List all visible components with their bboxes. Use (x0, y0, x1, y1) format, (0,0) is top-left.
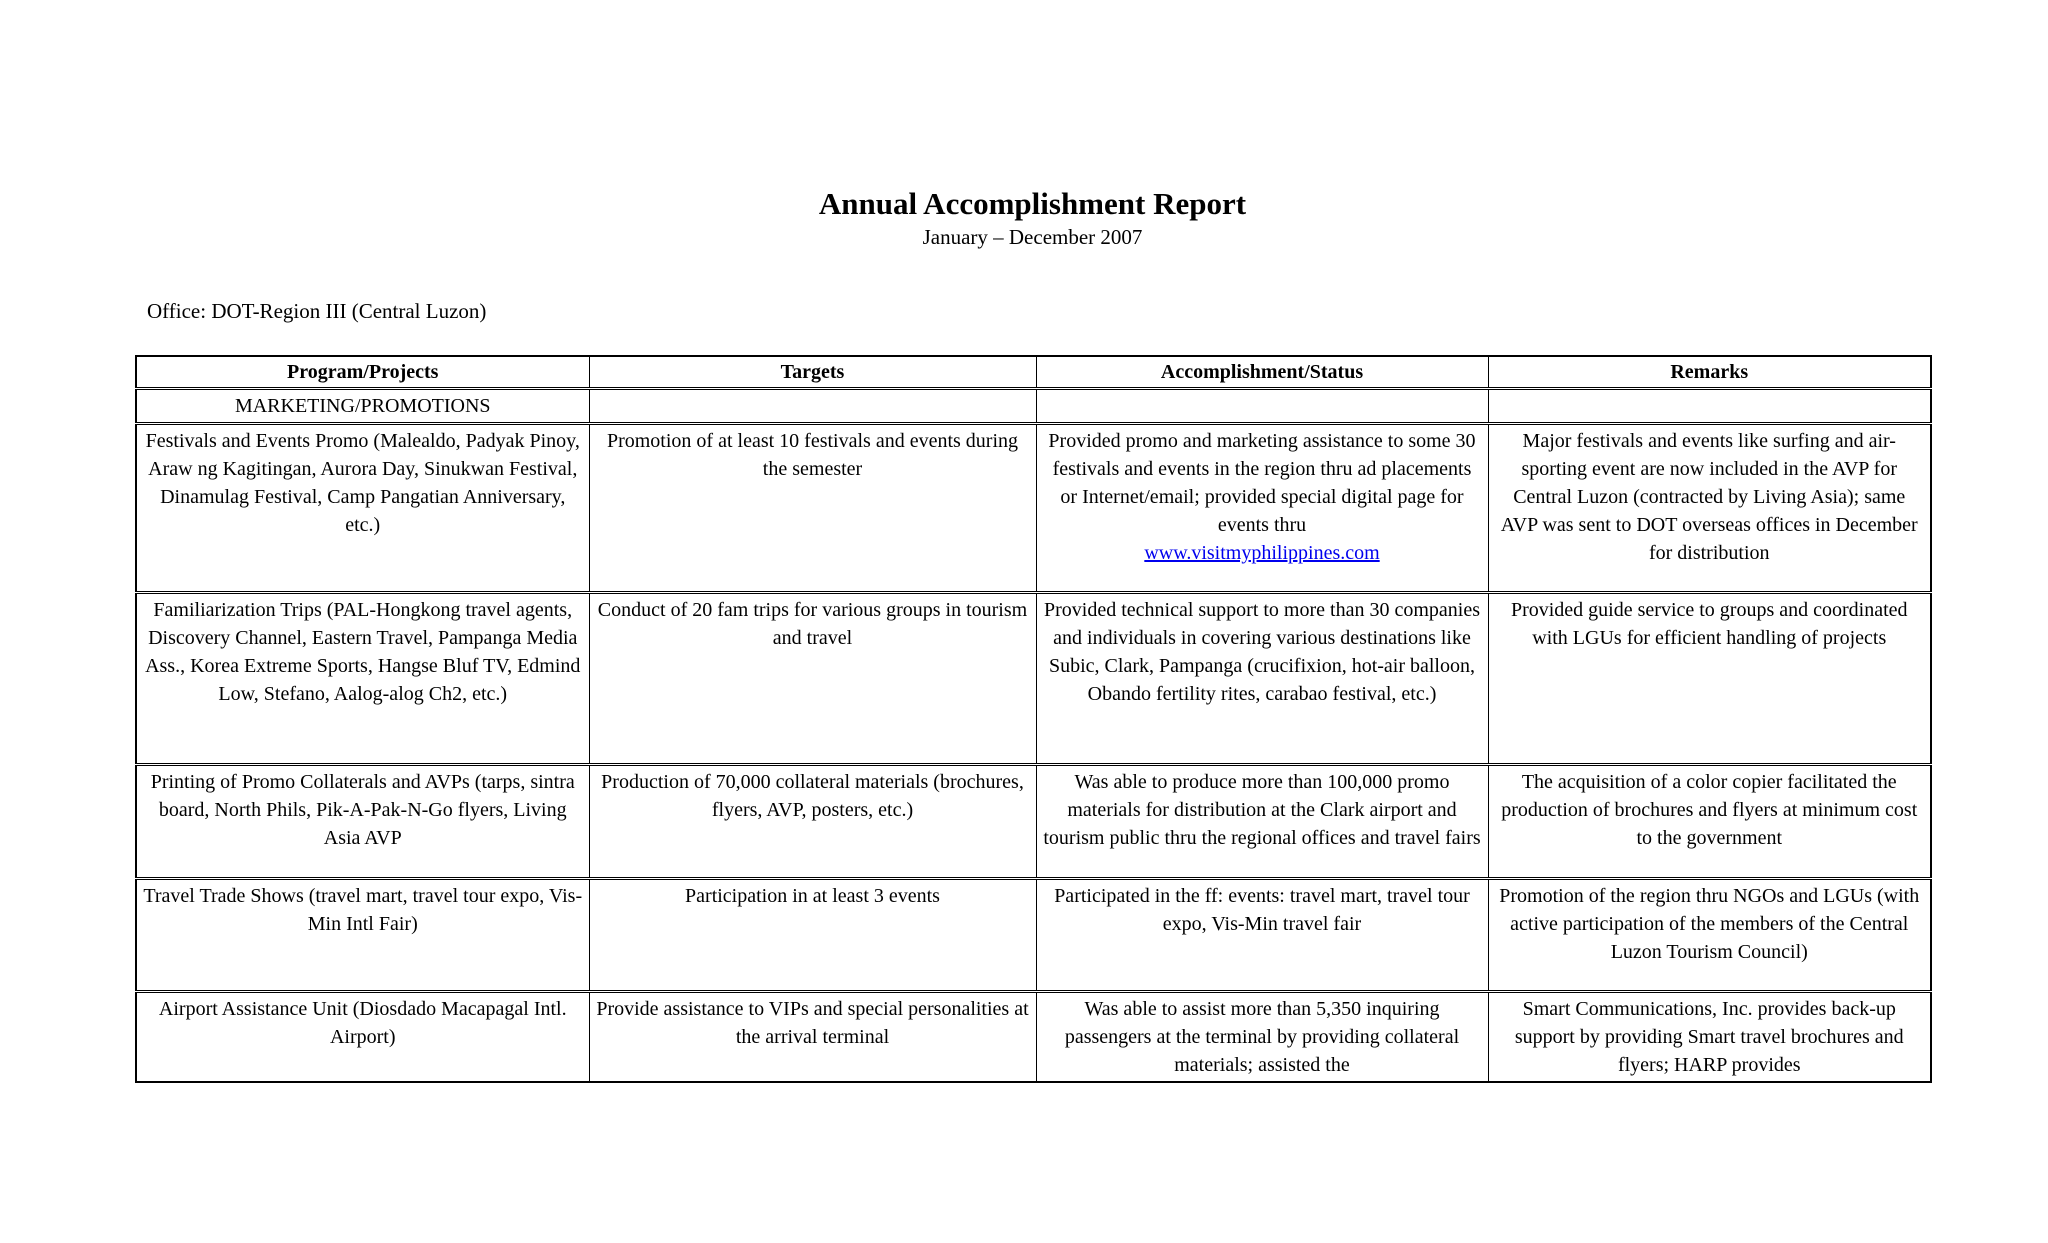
targets-cell: Participation in at least 3 events (589, 879, 1036, 992)
program-cell: Travel Trade Shows (travel mart, travel tour expo, Vis-Min Intl Fair) (136, 879, 589, 992)
accomplishment-cell (1036, 424, 1488, 593)
remarks-cell: Promotion of the region thru NGOs and LGUs (with active participation of the members of the Central Luzon Tourism Council) (1488, 879, 1931, 992)
col-header-program: Program/Projects (136, 356, 589, 389)
table-row (136, 992, 1931, 1083)
empty-cell (1488, 389, 1931, 424)
empty-cell (1036, 389, 1488, 424)
col-header-accomplishment: Accomplishment/Status (1036, 356, 1488, 389)
remarks-cell: Smart Communications, Inc. provides back-up support by providing Smart travel brochures and flyers; HARP provides (1488, 992, 1931, 1083)
program-cell: Airport Assistance Unit (Diosdado Macapagal Intl. Airport) (136, 992, 589, 1083)
table-row (136, 879, 1931, 992)
remarks-cell: The acquisition of a color copier facilitated the production of brochures and flyers at minimum cost to the government (1488, 765, 1931, 879)
table-row (136, 424, 1931, 593)
table-row (136, 765, 1931, 879)
col-header-remarks: Remarks (1488, 356, 1931, 389)
table-body (136, 389, 1931, 1083)
targets-cell: Promotion of at least 10 festivals and events during the semester (589, 424, 1036, 593)
program-cell: Familiarization Trips (PAL-Hongkong travel agents, Discovery Channel, Eastern Travel, Pampanga Media Ass., Korea Extreme Sports, Hangse Bluf TV, Edmind Low, Stefano, Aalog-alog Ch2, etc.) (136, 593, 589, 765)
report-title: Annual Accomplishment Report (818, 186, 1247, 221)
office-line: Office: DOT-Region III (Central Luzon) (147, 299, 487, 323)
accomplishment-cell: Participated in the ff: events: travel mart, travel tour expo, Vis-Min travel fair (1036, 879, 1488, 992)
section-label-cell: MARKETING/PROMOTIONS (136, 389, 589, 424)
program-cell: Printing of Promo Collaterals and AVPs (tarps, sintra board, North Phils, Pik-A-Pak-N-Go flyers, Living Asia AVP (136, 765, 589, 879)
section-row (136, 389, 1931, 424)
empty-cell (589, 389, 1036, 424)
remarks-cell: Major festivals and events like surfing and air-sporting event are now included in the AVP for Central Luzon (contracted by Living Asia); same AVP was sent to DOT overseas offices in December for distribution (1488, 424, 1931, 593)
accomplishment-cell: Was able to assist more than 5,350 inquiring passengers at the terminal by providing collateral materials; assisted the (1036, 992, 1488, 1083)
table-row (136, 593, 1931, 765)
table-header-row (136, 356, 1931, 389)
program-cell: Festivals and Events Promo (Malealdo, Padyak Pinoy, Araw ng Kagitingan, Aurora Day, Sinukwan Festival, Dinamulag Festival, Camp Pangatian Anniversary, etc.) (136, 424, 589, 593)
targets-cell: Provide assistance to VIPs and special personalities at the arrival terminal (589, 992, 1036, 1083)
col-header-targets: Targets (589, 356, 1036, 389)
remarks-cell: Provided guide service to groups and coordinated with LGUs for efficient handling of projects (1488, 593, 1931, 765)
visitmyphilippines-link[interactable]: www.visitmyphilippines.com (1144, 542, 1380, 564)
targets-cell: Conduct of 20 fam trips for various groups in tourism and travel (589, 593, 1036, 765)
accomplishment-text: Provided promo and marketing assistance to some 30 festivals and events in the region thru ad placements or Internet/email; provided special digital page for events thru (1048, 430, 1476, 536)
targets-cell: Production of 70,000 collateral materials (brochures, flyers, AVP, posters, etc.) (589, 765, 1036, 879)
accomplishment-cell: Provided technical support to more than 30 companies and individuals in covering various destinations like Subic, Clark, Pampanga (crucifixion, hot-air balloon, Obando fertility rites, carabao festival, etc.) (1036, 593, 1488, 765)
accomplishment-cell: Was able to produce more than 100,000 promo materials for distribution at the Clark airport and tourism public thru the regional offices and travel fairs (1036, 765, 1488, 879)
accomplishment-table (135, 355, 1932, 1083)
report-subtitle: January – December 2007 (922, 225, 1143, 249)
